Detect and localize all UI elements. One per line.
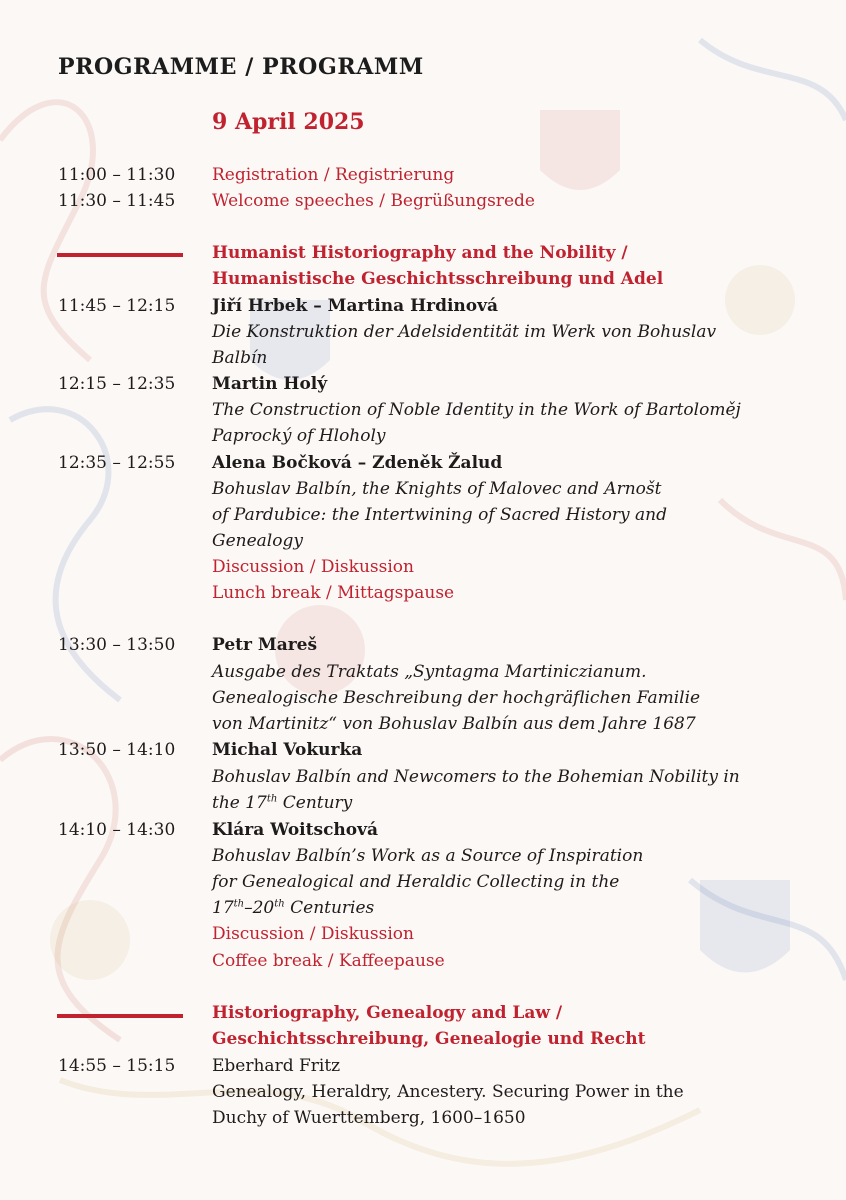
talk-title: Ausgabe des Traktats „Syntagma Martiniczianum. — [212, 662, 647, 682]
time-slot: 12:35 – 12:55 — [58, 453, 176, 473]
talk-title: 17th–20th Centuries — [212, 898, 375, 918]
programme-date: 9 April 2025 — [212, 109, 365, 135]
speaker-name: Petr Mareš — [212, 635, 318, 655]
talk-title: The Construction of Noble Identity in the Work of Bartoloměj — [212, 400, 741, 420]
talk-title: Balbín — [212, 348, 268, 368]
agenda-item-discussion: Discussion / Diskussion — [212, 557, 414, 577]
talk-title: for Genealogical and Heraldic Collecting in the — [212, 872, 620, 892]
talk-title: Genealogische Beschreibung der hochgräflichen Familie — [212, 688, 701, 708]
talk-title: the 17th Century — [212, 793, 353, 813]
section-title-german: Humanistische Geschichtsschreibung und Adel — [212, 269, 664, 289]
time-slot: 12:15 – 12:35 — [58, 374, 176, 394]
talk-title: Bohuslav Balbín, the Knights of Malovec and Arnošt — [212, 479, 662, 499]
speaker-name: Alena Bočková – Zdeněk Žalud — [212, 453, 503, 473]
agenda-item-lunch-break: Lunch break / Mittagspause — [212, 583, 455, 603]
agenda-item-registration: Registration / Registrierung — [212, 165, 455, 185]
talk-title: Die Konstruktion der Adelsidentität im Werk von Bohuslav — [212, 322, 717, 342]
talk-title: von Martinitz“ von Bohuslav Balbín aus dem Jahre 1687 — [212, 714, 696, 734]
speaker-name: Jiří Hrbek – Martina Hrdinová — [212, 296, 499, 316]
speaker-name: Eberhard Fritz — [212, 1056, 341, 1076]
time-slot: 13:30 – 13:50 — [58, 635, 176, 655]
talk-title: Genealogy, Heraldry, Ancestery. Securing Power in the — [212, 1082, 684, 1102]
time-slot: 11:30 – 11:45 — [58, 191, 176, 211]
time-slot: 11:00 – 11:30 — [58, 165, 176, 185]
section-divider — [57, 253, 183, 257]
time-slot: 14:55 – 15:15 — [58, 1056, 176, 1076]
section-title-german: Geschichtsschreibung, Genealogie und Recht — [212, 1029, 646, 1049]
section-title: Historiography, Genealogy and Law / — [212, 1003, 563, 1023]
time-slot: 14:10 – 14:30 — [58, 820, 176, 840]
talk-title: Genealogy — [212, 531, 303, 551]
speaker-name: Klára Woitschová — [212, 820, 379, 840]
agenda-item-coffee-break: Coffee break / Kaffeepause — [212, 951, 445, 971]
talk-title: Duchy of Wuerttemberg, 1600–1650 — [212, 1108, 526, 1128]
time-slot: 11:45 – 12:15 — [58, 296, 176, 316]
agenda-item-discussion: Discussion / Diskussion — [212, 924, 414, 944]
section-title: Humanist Historiography and the Nobility / — [212, 243, 628, 263]
agenda-item-welcome: Welcome speeches / Begrüßungsrede — [212, 191, 535, 211]
section-divider — [57, 1014, 183, 1018]
talk-title: of Pardubice: the Intertwining of Sacred History and — [212, 505, 667, 525]
talk-title: Bohuslav Balbín’s Work as a Source of Inspiration — [212, 846, 644, 866]
time-slot: 13:50 – 14:10 — [58, 740, 176, 760]
speaker-name: Martin Holý — [212, 374, 328, 394]
talk-title: Paprocký of Hloholy — [212, 426, 386, 446]
speaker-name: Michal Vokurka — [212, 740, 363, 760]
talk-title: Bohuslav Balbín and Newcomers to the Bohemian Nobility in — [212, 767, 740, 787]
page-title: PROGRAMME / PROGRAMM — [58, 54, 424, 80]
